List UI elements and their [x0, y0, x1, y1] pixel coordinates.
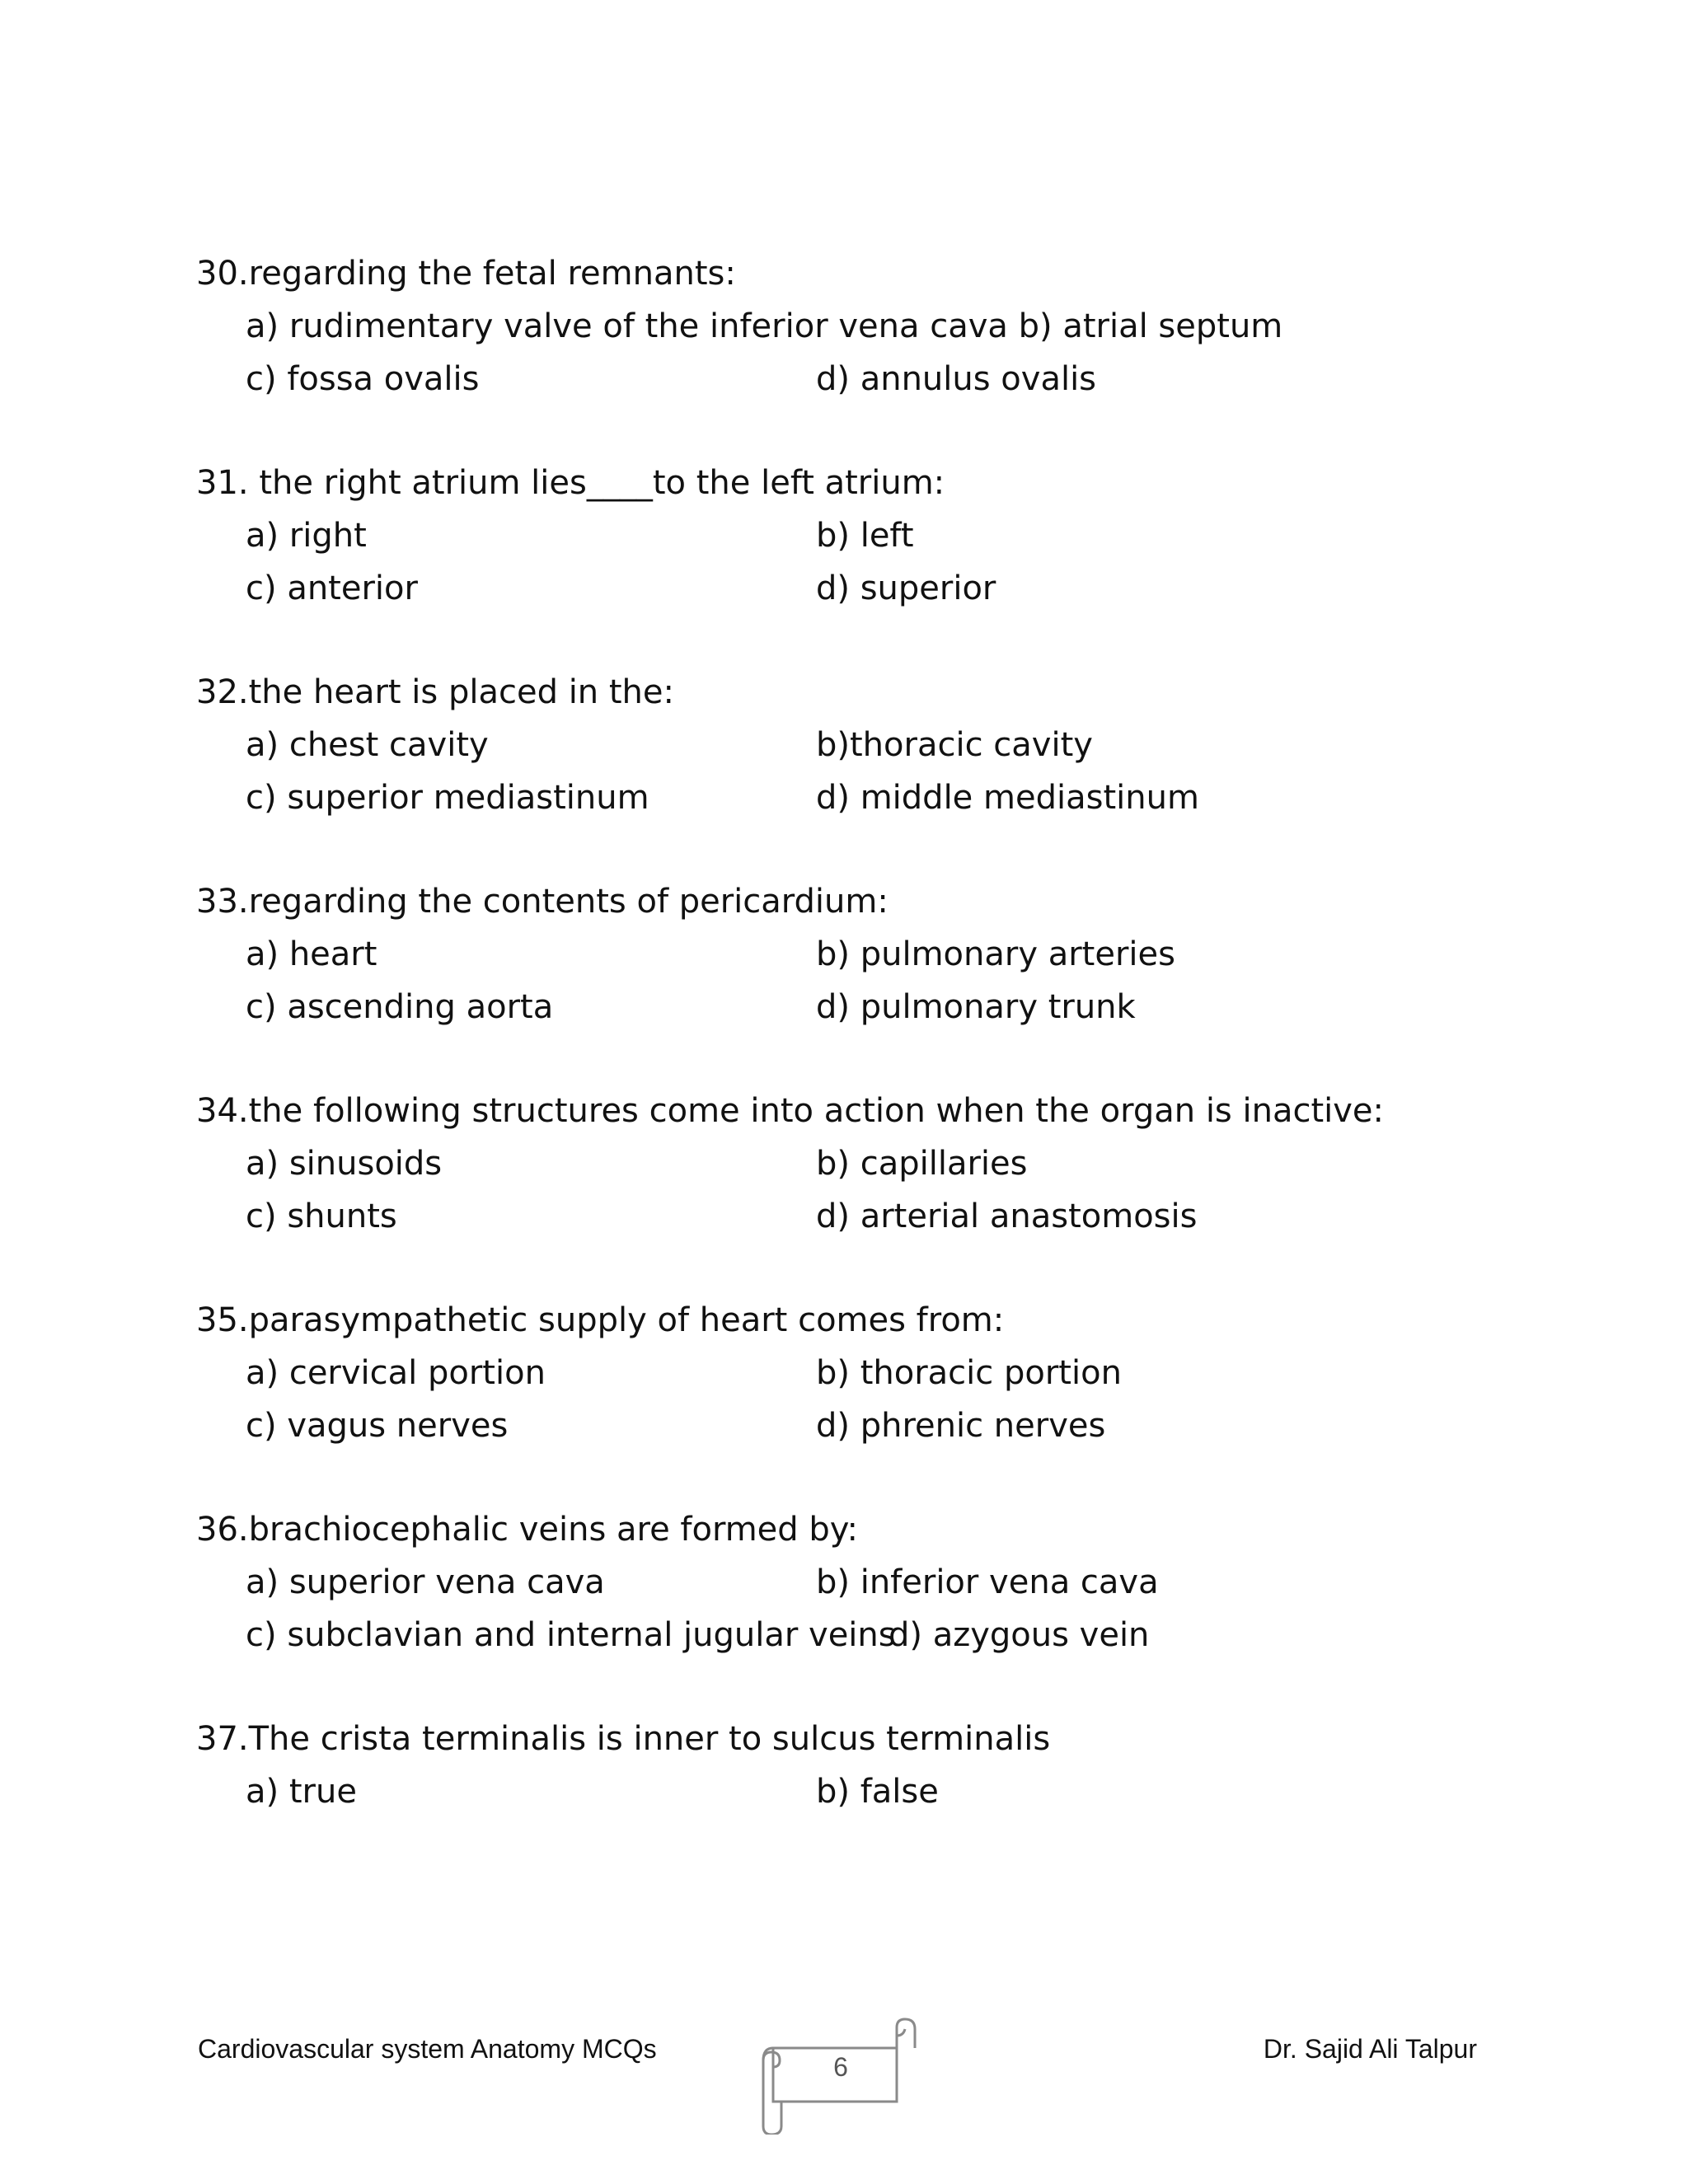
option-b: b) thoracic portion — [816, 1354, 1122, 1392]
question-number: 37. — [196, 1720, 249, 1758]
question-37 — [196, 1713, 1531, 1818]
option-row — [196, 1399, 1531, 1452]
option-a: a) right — [246, 517, 367, 555]
option-row — [196, 562, 1531, 615]
option-d: d) pulmonary trunk — [816, 988, 1136, 1026]
question-stem — [196, 666, 1531, 719]
option-b: b)thoracic cavity — [816, 726, 1093, 764]
question-stem — [196, 457, 1531, 509]
option-c: c) anterior — [246, 569, 418, 607]
option-a: a) heart — [246, 935, 377, 973]
footer-title: Cardiovascular system Anatomy MCQs — [198, 2034, 657, 2064]
option-d: d) phrenic nerves — [816, 1407, 1106, 1445]
question-33 — [196, 875, 1531, 1033]
option-a: a) superior vena cava — [246, 1563, 605, 1601]
question-text: The crista terminalis is inner to sulcus terminalis — [248, 1720, 1051, 1758]
option-row — [196, 1609, 1531, 1661]
option-c: c) subclavian and internal jugular veins — [246, 1616, 896, 1654]
option-row — [196, 981, 1531, 1033]
option-b: b) left — [816, 517, 914, 555]
option-row — [196, 928, 1531, 981]
option-a: a) chest cavity — [246, 726, 489, 764]
question-text: the right atrium lies____to the left atrium: — [248, 464, 945, 502]
question-stem — [196, 247, 1531, 300]
question-text: parasympathetic supply of heart comes from: — [248, 1301, 1005, 1339]
option-b: b) inferior vena cava — [816, 1563, 1159, 1601]
option-c: c) superior mediastinum — [246, 779, 649, 817]
question-30 — [196, 247, 1531, 405]
question-number: 35. — [196, 1301, 249, 1339]
option-row — [196, 353, 1531, 405]
option-c: c) fossa ovalis — [246, 360, 480, 398]
question-number: 34. — [196, 1092, 249, 1130]
question-text: regarding the fetal remnants: — [248, 255, 736, 293]
question-number: 30. — [196, 255, 249, 293]
question-number: 33. — [196, 883, 249, 921]
question-text: the following structures come into action when the organ is inactive: — [248, 1092, 1385, 1130]
option-row — [196, 1347, 1531, 1399]
footer-author: Dr. Sajid Ali Talpur — [1263, 2034, 1477, 2064]
option-a: a) true — [246, 1773, 357, 1811]
option-c: c) ascending aorta — [246, 988, 554, 1026]
option-c: c) shunts — [246, 1197, 397, 1235]
option-d: d) annulus ovalis — [816, 360, 1097, 398]
option-b: b) pulmonary arteries — [816, 935, 1175, 973]
option-row — [196, 1556, 1531, 1609]
question-36 — [196, 1503, 1531, 1661]
question-stem — [196, 1503, 1531, 1556]
option-a: a) cervical portion — [246, 1354, 546, 1392]
question-text: the heart is placed in the: — [248, 673, 674, 711]
question-number: 31. — [196, 464, 249, 502]
option-row — [196, 1137, 1531, 1190]
question-32 — [196, 666, 1531, 824]
question-text: regarding the contents of pericardium: — [248, 883, 889, 921]
page-number: 6 — [833, 2052, 848, 2082]
question-stem — [196, 875, 1531, 928]
option-row — [196, 1190, 1531, 1243]
option-b: b) capillaries — [816, 1145, 1028, 1183]
option-d: d) arterial anastomosis — [816, 1197, 1198, 1235]
option-a: a) sinusoids — [246, 1145, 443, 1183]
question-number: 36. — [196, 1511, 249, 1549]
question-number: 32. — [196, 673, 249, 711]
question-stem — [196, 1713, 1531, 1765]
option-a-b: a) rudimentary valve of the inferior vena cava b) atrial septum — [246, 307, 1283, 345]
question-stem — [196, 1294, 1531, 1347]
option-d: d) azygous vein — [889, 1616, 1150, 1654]
question-34 — [196, 1085, 1531, 1243]
option-row — [196, 300, 1531, 353]
question-text: brachiocephalic veins are formed by: — [248, 1511, 858, 1549]
option-c: c) vagus nerves — [246, 1407, 509, 1445]
option-row — [196, 509, 1531, 562]
option-row — [196, 771, 1531, 824]
question-35 — [196, 1294, 1531, 1452]
option-d: d) superior — [816, 569, 996, 607]
option-b: b) false — [816, 1773, 939, 1811]
option-row — [196, 1765, 1531, 1818]
question-stem — [196, 1085, 1531, 1137]
option-d: d) middle mediastinum — [816, 779, 1199, 817]
option-row — [196, 719, 1531, 771]
question-31 — [196, 457, 1531, 615]
